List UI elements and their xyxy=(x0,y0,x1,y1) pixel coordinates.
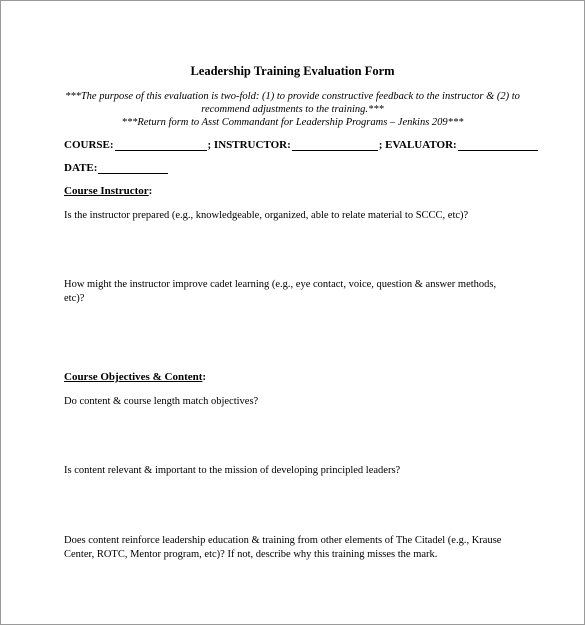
question-content-relevant: Is content relevant & important to the mission of developing principled leaders? xyxy=(64,465,401,476)
section-heading-objectives-content xyxy=(64,371,206,383)
evaluator-label: ; EVALUATOR: xyxy=(378,139,457,151)
date-field[interactable] xyxy=(98,162,168,174)
return-instructions: ***Return form to Asst Commandant for Leadership Programs – Jenkins 209*** xyxy=(121,117,464,128)
date-row xyxy=(64,162,169,174)
evaluator-field[interactable] xyxy=(458,139,538,151)
section-heading-colon: : xyxy=(148,185,153,197)
form-title: Leadership Training Evaluation Form xyxy=(190,64,395,78)
course-label: COURSE: xyxy=(64,139,114,151)
course-field[interactable] xyxy=(115,139,207,151)
question-instructor-prepared: Is the instructor prepared (e.g., knowledgeable, organized, able to relate material to SCCC, etc)? xyxy=(64,210,469,221)
section-heading-colon: : xyxy=(202,371,207,383)
question-content-length: Do content & course length match objectives? xyxy=(64,396,259,407)
section-heading-text: Course Instructor xyxy=(64,185,149,197)
instructor-label: ; INSTRUCTOR: xyxy=(207,139,291,151)
question-content-reinforce: Does content reinforce leadership education & training from other elements of The Citadel (e.g., Krause Center, ROTC, Mentor program, etc)? If not, describe why this training misses the mark. xyxy=(64,535,502,560)
header-fields-row xyxy=(64,139,539,151)
instructor-field[interactable] xyxy=(292,139,378,151)
purpose-statement: ***The purpose of this evaluation is two-fold: (1) to provide constructive feedback to the instructor & (2) to recommend adjustments to the training.*** xyxy=(65,91,520,115)
date-label: DATE: xyxy=(64,162,98,174)
section-heading-text: Course Objectives & Content xyxy=(64,371,203,383)
question-instructor-improve: How might the instructor improve cadet learning (e.g., eye contact, voice, question & answer methods, etc)? xyxy=(64,279,497,304)
section-heading-course-instructor xyxy=(64,185,152,197)
